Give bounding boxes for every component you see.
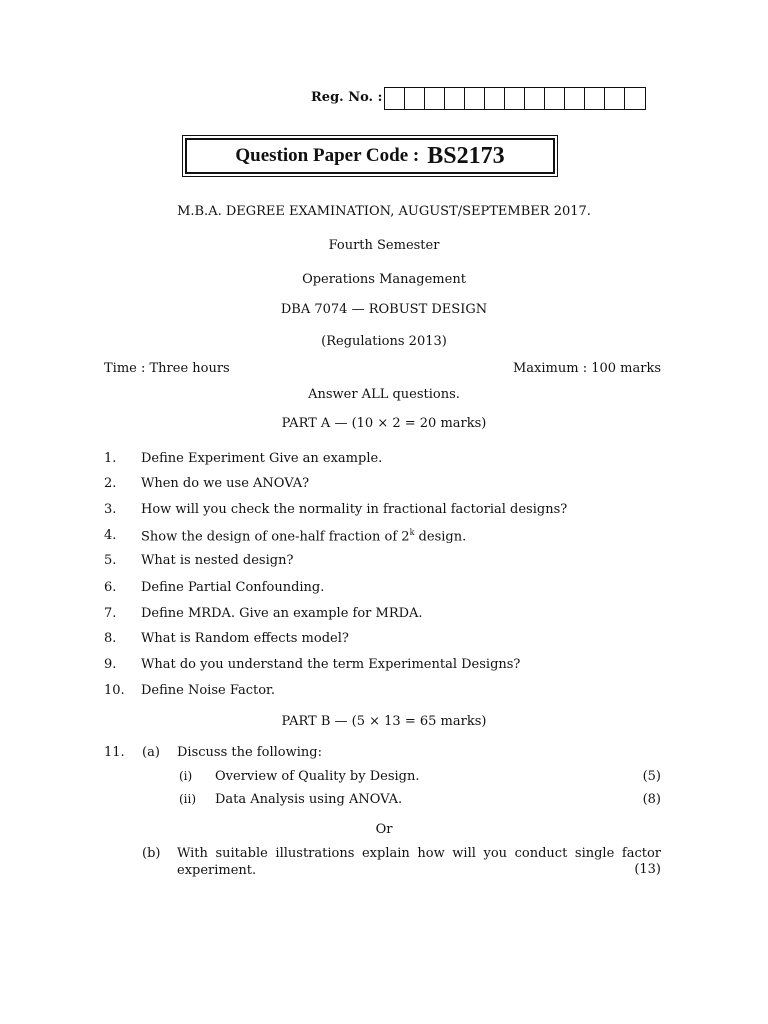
reg-digit-box: [545, 88, 565, 109]
code-value: BS2173: [427, 142, 505, 169]
question-number: 5.: [104, 553, 117, 568]
reg-digit-box: [465, 88, 485, 109]
question-number: 7.: [104, 606, 117, 621]
sub-question-label: (b): [142, 846, 161, 861]
question-text: Define MRDA. Give an example for MRDA.: [141, 606, 423, 621]
reg-no-label: Reg. No. :: [311, 90, 383, 105]
code-label: Question Paper Code :: [235, 145, 420, 166]
marks: (8): [642, 792, 661, 807]
roman-label: (ii): [179, 792, 197, 806]
question-number: 4.: [104, 528, 117, 543]
question-number: 6.: [104, 580, 117, 595]
semester: Fourth Semester: [328, 238, 440, 253]
sub-question-text: With suitable illustrations explain how will you conduct single factor experiment.: [177, 846, 661, 878]
reg-digit-box: [625, 88, 645, 109]
question-text: What is Random effects model?: [141, 631, 349, 646]
reg-digit-box: [485, 88, 505, 109]
reg-digit-box: [605, 88, 625, 109]
subject: Operations Management: [302, 272, 466, 287]
question-text: Define Noise Factor.: [141, 683, 275, 698]
question-text: Define Experiment Give an example.: [141, 451, 383, 466]
instruction: Answer ALL questions.: [308, 387, 460, 402]
part-text: Overview of Quality by Design.: [215, 769, 420, 784]
reg-no-boxes: [384, 87, 646, 110]
reg-digit-box: [445, 88, 465, 109]
reg-digit-box: [525, 88, 545, 109]
maximum-marks: Maximum : 100 marks: [512, 361, 661, 376]
question-paper-code-box: [185, 138, 555, 174]
part-b-heading: PART B — (5 × 13 = 65 marks): [281, 714, 487, 729]
part-text: Data Analysis using ANOVA.: [215, 792, 403, 807]
question-number: 3.: [104, 502, 117, 517]
question-number: 11.: [104, 745, 125, 760]
reg-digit-box: [385, 88, 405, 109]
question-number: 8.: [104, 631, 117, 646]
reg-digit-box: [585, 88, 605, 109]
question-text: When do we use ANOVA?: [141, 476, 310, 491]
question-text: Define Partial Confounding.: [141, 580, 325, 595]
question-text-part: Show the design of one-half fraction of 2: [141, 529, 410, 545]
marks: (13): [634, 862, 661, 877]
question-text: What do you understand the term Experimental Designs?: [141, 657, 521, 672]
exam-title: M.B.A. DEGREE EXAMINATION, AUGUST/SEPTEMBER 2017.: [177, 204, 591, 219]
course: DBA 7074 — ROBUST DESIGN: [280, 302, 488, 317]
question-text: What is nested design?: [141, 553, 294, 568]
time-allowed: Time : Three hours: [104, 361, 230, 376]
question-number: 9.: [104, 657, 117, 672]
sub-question-label: (a): [142, 745, 160, 760]
reg-digit-box: [425, 88, 445, 109]
question-text-part: design.: [414, 529, 467, 545]
reg-digit-box: [405, 88, 425, 109]
reg-digit-box: [505, 88, 525, 109]
reg-digit-box: [565, 88, 585, 109]
question-text: [141, 528, 466, 544]
question-number: 1.: [104, 451, 117, 466]
part-a-heading: PART A — (10 × 2 = 20 marks): [281, 416, 487, 431]
regulations: (Regulations 2013): [321, 334, 447, 349]
question-text: How will you check the normality in fractional factorial designs?: [141, 502, 568, 517]
question-number: 2.: [104, 476, 117, 491]
marks: (5): [642, 769, 661, 784]
or-separator: Or: [375, 822, 393, 837]
roman-label: (i): [179, 769, 193, 783]
question-number: 10.: [104, 683, 125, 698]
superscript: k: [409, 528, 415, 537]
sub-question-text: Discuss the following:: [177, 745, 322, 760]
